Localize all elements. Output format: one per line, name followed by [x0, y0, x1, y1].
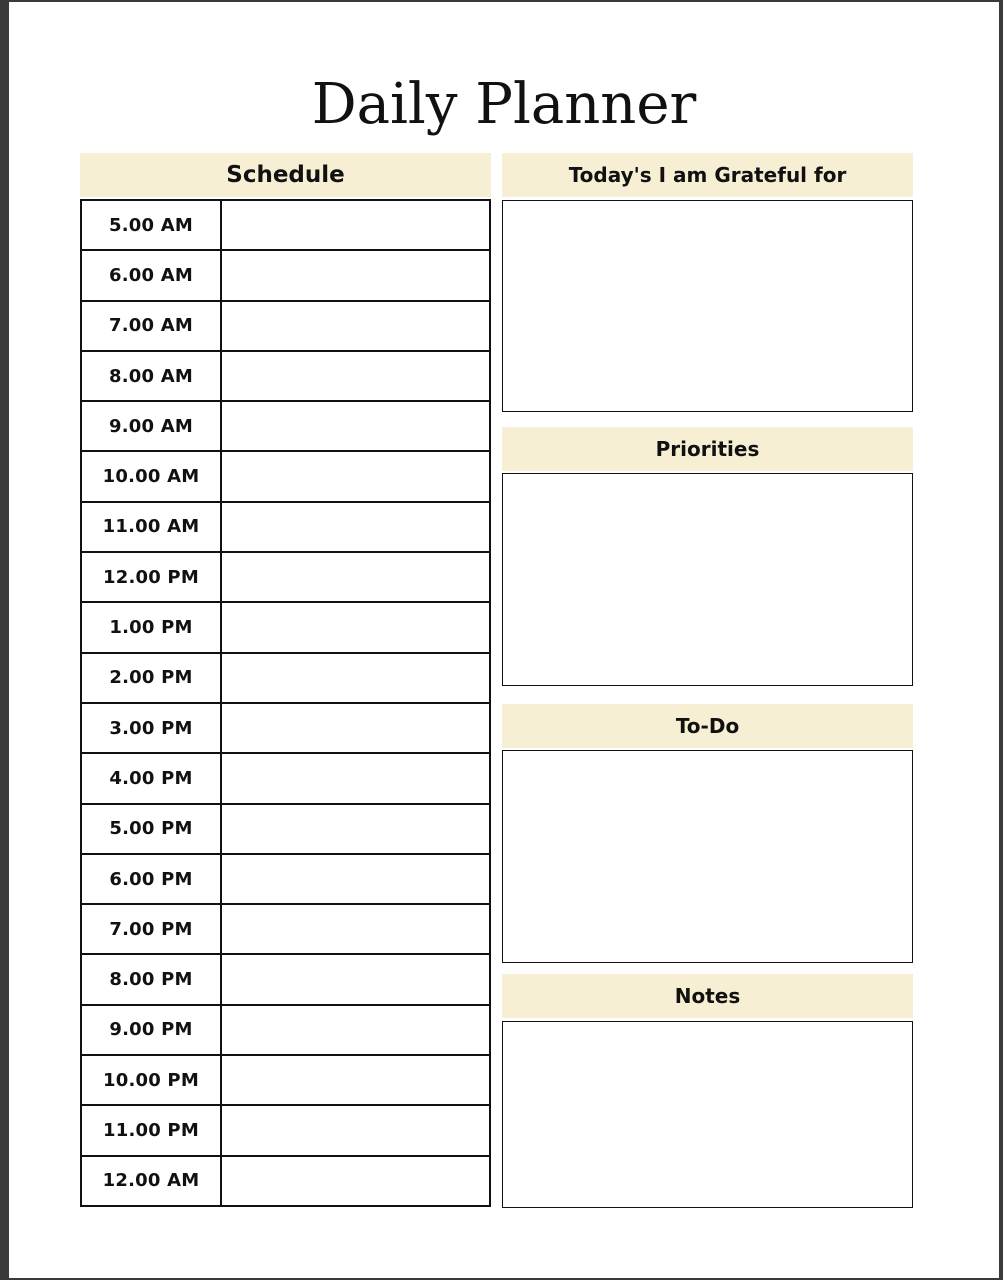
schedule-row [82, 654, 489, 704]
grateful-box[interactable] [502, 200, 913, 412]
schedule-row [82, 553, 489, 603]
schedule-row [82, 251, 489, 301]
schedule-row [82, 1106, 489, 1156]
schedule-entry-cell[interactable] [222, 754, 489, 802]
schedule-row [82, 603, 489, 653]
time-label: 6.00 AM [82, 251, 222, 299]
schedule-row [82, 805, 489, 855]
schedule-entry-cell[interactable] [222, 553, 489, 601]
time-label: 7.00 PM [82, 905, 222, 953]
schedule-entry-cell[interactable] [222, 603, 489, 651]
time-label: 12.00 PM [82, 553, 222, 601]
planner-page [9, 2, 999, 1278]
schedule-row [82, 1056, 489, 1106]
schedule-entry-cell[interactable] [222, 1056, 489, 1104]
time-label: 9.00 PM [82, 1006, 222, 1054]
time-label: 4.00 PM [82, 754, 222, 802]
grateful-header: Today's I am Grateful for [502, 153, 913, 197]
time-label: 12.00 AM [82, 1157, 222, 1205]
time-label: 7.00 AM [82, 302, 222, 350]
time-label: 1.00 PM [82, 603, 222, 651]
todo-header: To-Do [502, 704, 913, 748]
schedule-entry-cell[interactable] [222, 201, 489, 249]
time-label: 11.00 PM [82, 1106, 222, 1154]
time-label: 3.00 PM [82, 704, 222, 752]
schedule-row [82, 1157, 489, 1205]
notes-box[interactable] [502, 1021, 913, 1208]
schedule-entry-cell[interactable] [222, 452, 489, 500]
schedule-entry-cell[interactable] [222, 955, 489, 1003]
schedule-row [82, 402, 489, 452]
schedule-entry-cell[interactable] [222, 704, 489, 752]
time-label: 10.00 PM [82, 1056, 222, 1104]
schedule-row [82, 503, 489, 553]
schedule-table [80, 199, 491, 1207]
notes-header: Notes [502, 974, 913, 1018]
schedule-row [82, 955, 489, 1005]
time-label: 5.00 PM [82, 805, 222, 853]
schedule-entry-cell[interactable] [222, 402, 489, 450]
schedule-entry-cell[interactable] [222, 1106, 489, 1154]
schedule-row [82, 1006, 489, 1056]
schedule-entry-cell[interactable] [222, 654, 489, 702]
time-label: 2.00 PM [82, 654, 222, 702]
schedule-entry-cell[interactable] [222, 905, 489, 953]
time-label: 11.00 AM [82, 503, 222, 551]
schedule-entry-cell[interactable] [222, 503, 489, 551]
schedule-row [82, 855, 489, 905]
priorities-header: Priorities [502, 427, 913, 471]
schedule-entry-cell[interactable] [222, 1157, 489, 1205]
schedule-entry-cell[interactable] [222, 805, 489, 853]
time-label: 8.00 PM [82, 955, 222, 1003]
schedule-row [82, 201, 489, 251]
schedule-entry-cell[interactable] [222, 251, 489, 299]
schedule-row [82, 352, 489, 402]
time-label: 6.00 PM [82, 855, 222, 903]
page-title: Daily Planner [311, 72, 697, 137]
time-label: 5.00 AM [82, 201, 222, 249]
priorities-box[interactable] [502, 473, 913, 686]
todo-box[interactable] [502, 750, 913, 963]
schedule-row [82, 905, 489, 955]
schedule-row [82, 704, 489, 754]
schedule-row [82, 302, 489, 352]
time-label: 9.00 AM [82, 402, 222, 450]
schedule-entry-cell[interactable] [222, 352, 489, 400]
schedule-entry-cell[interactable] [222, 855, 489, 903]
schedule-header: Schedule [80, 153, 491, 197]
schedule-row [82, 452, 489, 502]
schedule-entry-cell[interactable] [222, 1006, 489, 1054]
schedule-row [82, 754, 489, 804]
time-label: 8.00 AM [82, 352, 222, 400]
time-label: 10.00 AM [82, 452, 222, 500]
schedule-entry-cell[interactable] [222, 302, 489, 350]
